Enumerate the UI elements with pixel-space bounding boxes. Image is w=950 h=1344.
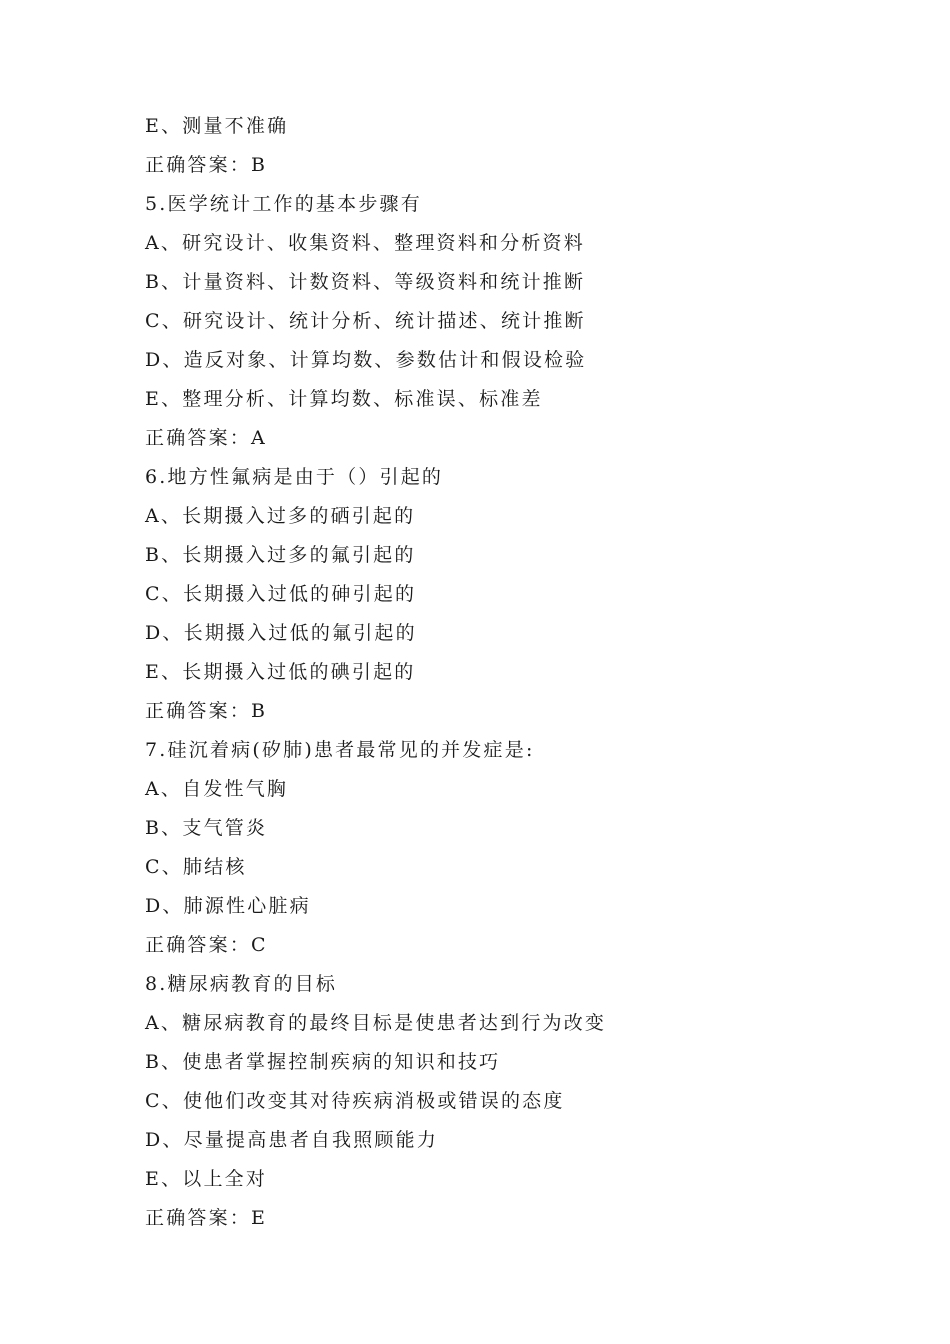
question-6-option-d: D、长期摄入过低的氟引起的 — [145, 622, 417, 644]
question-8-title: 8.糖尿病教育的目标 — [145, 973, 338, 995]
question-6-option-e: E、长期摄入过低的碘引起的 — [145, 661, 416, 683]
question-7-title: 7.硅沉着病(矽肺)患者最常见的并发症是: — [145, 739, 535, 761]
question-5-answer: 正确答案：A — [145, 427, 267, 449]
question-8-option-b: B、使患者掌握控制疾病的知识和技巧 — [145, 1051, 501, 1073]
question-5-option-c: C、研究设计、统计分析、统计描述、统计推断 — [145, 310, 586, 332]
question-5-option-e: E、整理分析、计算均数、标准误、标准差 — [145, 388, 543, 410]
question-8-answer: 正确答案：E — [145, 1207, 268, 1229]
question-7-answer: 正确答案：C — [145, 934, 268, 956]
question-list — [145, 107, 845, 1238]
option-e-text: E、测量不准确 — [145, 115, 289, 137]
answer-text: 正确答案：B — [145, 154, 268, 176]
question-8-option-a: A、糖尿病教育的最终目标是使患者达到行为改变 — [145, 1012, 607, 1034]
question-5-option-b: B、计量资料、计数资料、等级资料和统计推断 — [145, 271, 586, 293]
question-6-title: 6.地方性氟病是由于（）引起的 — [145, 466, 444, 488]
question-6-option-b: B、长期摄入过多的氟引起的 — [145, 544, 416, 566]
question-8-option-e: E、以上全对 — [145, 1168, 268, 1190]
question-6-answer: 正确答案：B — [145, 700, 268, 722]
question-8-option-c: C、使他们改变其对待疾病消极或错误的态度 — [145, 1090, 565, 1112]
question-8-option-d: D、尽量提高患者自我照顾能力 — [145, 1129, 439, 1151]
question-7-option-b: B、支气管炎 — [145, 817, 268, 839]
question-7-option-d: D、肺源性心脏病 — [145, 895, 311, 917]
question-5-option-d: D、造反对象、计算均数、参数估计和假设检验 — [145, 349, 587, 371]
question-7-option-c: C、肺结核 — [145, 856, 247, 878]
question-7-option-a: A、自发性气胸 — [145, 778, 289, 800]
question-6-option-a: A、长期摄入过多的硒引起的 — [145, 505, 416, 527]
question-5-option-a: A、研究设计、收集资料、整理资料和分析资料 — [145, 232, 585, 254]
question-5-title: 5.医学统计工作的基本步骤有 — [145, 193, 422, 215]
question-6-option-c: C、长期摄入过低的砷引起的 — [145, 583, 417, 605]
